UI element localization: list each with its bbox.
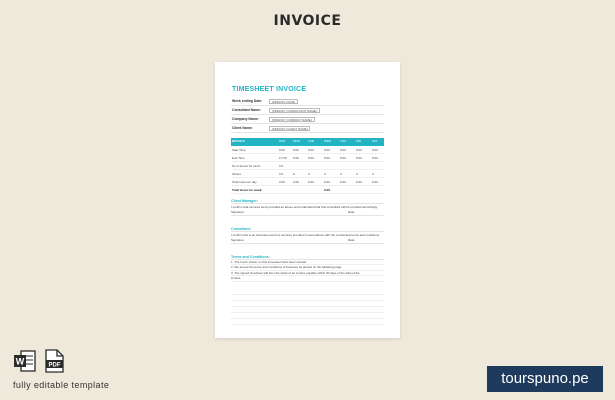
section-heading: Consultant: bbox=[231, 226, 384, 232]
cell: 0 bbox=[372, 172, 374, 176]
field-value: [SPECIFY DATE] bbox=[269, 99, 298, 104]
cell: 5:00 bbox=[340, 156, 346, 160]
row-label: End Time bbox=[232, 156, 245, 160]
signature-line bbox=[231, 237, 384, 244]
consultant-section bbox=[231, 226, 384, 244]
field-consultant-name bbox=[231, 108, 384, 115]
row-label: Start Time bbox=[232, 148, 246, 152]
table-row bbox=[231, 171, 384, 178]
field-value: [SPECIFY COMPANY NAME] bbox=[269, 117, 315, 122]
table-row bbox=[231, 147, 384, 154]
header-day: SAT bbox=[372, 139, 378, 143]
pdf-icon bbox=[43, 349, 65, 373]
field-client-name bbox=[231, 126, 384, 133]
cell: 9:00 bbox=[324, 148, 330, 152]
invoice-title: TIMESHEET INVOICE bbox=[232, 86, 307, 93]
cell: 0 bbox=[356, 172, 358, 176]
field-week-ending bbox=[231, 99, 384, 106]
cell: 5:00 bbox=[324, 156, 330, 160]
cell: 2:00 bbox=[372, 180, 378, 184]
footer-caption: fully editable template bbox=[13, 380, 110, 390]
cell: 2:00 bbox=[356, 180, 362, 184]
terms-item: 2. We accept the terms and conditions of business as printed on the following page. bbox=[231, 265, 384, 270]
date-label: Date: bbox=[348, 238, 356, 242]
svg-text:W: W bbox=[15, 356, 25, 367]
row-label: No of Hours for lunch bbox=[232, 164, 261, 168]
cell: 9:00 bbox=[293, 148, 299, 152]
field-value: [SPECIFY CONSULTANT NAME] bbox=[269, 108, 320, 113]
total-hours-value: 9:20 bbox=[324, 188, 331, 192]
header-day: FRI bbox=[356, 139, 361, 143]
table-row bbox=[231, 163, 384, 170]
word-icon bbox=[13, 349, 35, 373]
blank-grid-lines bbox=[231, 289, 384, 325]
page-title: INVOICE bbox=[273, 13, 342, 29]
invoice-preview-sheet bbox=[215, 62, 400, 338]
cell: 9:00 bbox=[340, 148, 346, 152]
header-details: DETAILS bbox=[232, 139, 245, 143]
terms-section bbox=[231, 254, 384, 282]
field-label: Consultant Name: bbox=[232, 108, 262, 112]
cell: 0 bbox=[324, 172, 326, 176]
cell: 5:00 bbox=[308, 156, 314, 160]
cell: 2:00 bbox=[308, 180, 314, 184]
row-label: Total hours for day bbox=[232, 180, 257, 184]
cell: 17:00 bbox=[279, 156, 287, 160]
date-label: Date: bbox=[348, 210, 356, 214]
brand-badge[interactable]: tourspuno.pe bbox=[487, 366, 603, 392]
terms-item: invoice. bbox=[231, 276, 384, 281]
signature-label: Signature: bbox=[231, 238, 245, 242]
field-value: [SPECIFY CLIENT NAME] bbox=[269, 126, 310, 131]
signature-label: Signature: bbox=[231, 210, 245, 214]
field-label: Client Name: bbox=[232, 126, 253, 130]
row-label: Others bbox=[232, 172, 242, 176]
section-text: I confirm this is an accurate record of services provided in accordance with the contractual terms and conditions. bbox=[231, 233, 380, 237]
cell: 5:00 bbox=[372, 156, 378, 160]
header-day: MON bbox=[293, 139, 300, 143]
cell: 9:00 bbox=[356, 148, 362, 152]
cell: 2:00 bbox=[324, 180, 330, 184]
cell: 0.5 bbox=[279, 172, 284, 176]
timesheet-table-header bbox=[231, 138, 384, 146]
total-hours-row bbox=[231, 187, 384, 194]
field-company-name bbox=[231, 117, 384, 124]
field-label: Week ending Date: bbox=[232, 99, 263, 103]
cell: 0 bbox=[308, 172, 310, 176]
cell: 0 bbox=[293, 172, 295, 176]
table-row bbox=[231, 155, 384, 162]
cell: 2:00 bbox=[279, 180, 285, 184]
cell: 9:00 bbox=[279, 148, 285, 152]
svg-text:PDF: PDF bbox=[48, 362, 61, 369]
header-day: TUE bbox=[308, 139, 314, 143]
header-day: SUN bbox=[279, 139, 286, 143]
header-day: WED bbox=[324, 139, 331, 143]
cell: 5:00 bbox=[356, 156, 362, 160]
client-manager-section bbox=[231, 198, 384, 216]
cell: 9:00 bbox=[308, 148, 314, 152]
terms-item: 3. The signed timesheet will form the basis of an invoice payable within 30 days of the date of the bbox=[231, 271, 384, 276]
signature-line bbox=[231, 209, 384, 216]
total-hours-label: Total Hours for week: bbox=[232, 188, 263, 192]
cell: 2:00 bbox=[293, 180, 299, 184]
field-label: Company Name: bbox=[232, 117, 259, 121]
cell: 0 bbox=[340, 172, 342, 176]
cell: 0.5 bbox=[279, 164, 284, 168]
header-day: THU bbox=[340, 139, 347, 143]
cell: 9:00 bbox=[372, 148, 378, 152]
table-row bbox=[231, 179, 384, 186]
file-format-icons bbox=[13, 349, 65, 374]
section-heading: Client Manager: bbox=[231, 198, 384, 204]
terms-item: 1. The hours shown on this timesheet have been worked. bbox=[231, 260, 384, 265]
section-text: I confirm that services were provided as above and understand that this consultant will be remitted accordingly. bbox=[231, 205, 378, 209]
section-heading: Terms and Conditions: bbox=[231, 254, 384, 260]
cell: 5:00 bbox=[293, 156, 299, 160]
cell: 2:00 bbox=[340, 180, 346, 184]
